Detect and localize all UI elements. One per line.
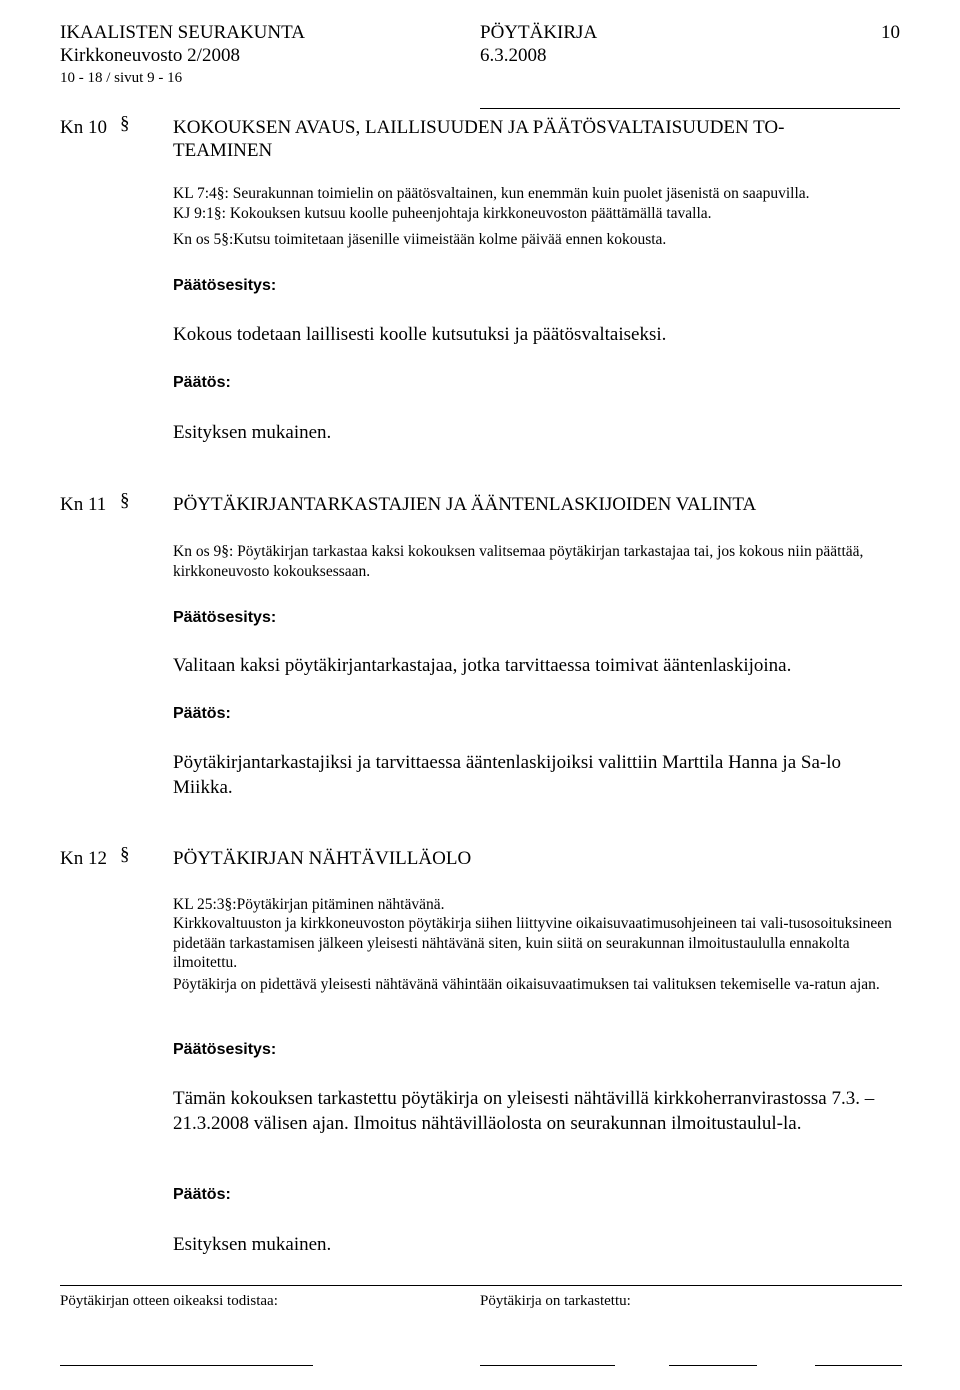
board-name: Kirkkoneuvosto 2/2008 [60, 45, 240, 66]
signature-line [815, 1365, 902, 1366]
signature-line [480, 1365, 615, 1366]
proposal-label: Päätösesitys: [173, 1041, 277, 1058]
legal-reference: Kirkkovaltuuston ja kirkkoneuvoston pöytäkirja siihen liittyvine oikaisuvaatimusohjeineen tai vali-tusosoituksineen pidetään tarkastamisen jälkeen yleisesti nähtävänä siten, kuin siitä on seurakunnan ilmoitustaululla ennakolta ilmoitettu. [173, 915, 892, 971]
section-number: Kn 10 [60, 117, 107, 138]
footer-rule [60, 1285, 902, 1286]
legal-reference: KJ 9:1§: Kokouksen kutsuu koolle puheenjohtaja kirkkoneuvoston päättämällä tavalla. [173, 205, 712, 222]
section-range: 10 - 18 / sivut 9 - 16 [60, 70, 183, 86]
signature-line [669, 1365, 757, 1366]
section-number: Kn 12 [60, 848, 107, 869]
section-number: Kn 11 [60, 494, 107, 515]
meeting-date: 6.3.2008 [480, 45, 547, 66]
decision-label: Päätös: [173, 374, 231, 391]
proposal-label: Päätösesitys: [173, 277, 277, 294]
legal-reference: KL 7:4§: Seurakunnan toimielin on päätösvaltainen, kun enemmän kuin puolet jäsenistä on saapuvilla. [173, 185, 810, 202]
decision-text: Pöytäkirjantarkastajiksi ja tarvittaessa ääntenlaskijoiksi valittiin Marttila Hanna ja Sa-lo Miikka. [173, 752, 841, 798]
decision-label: Päätös: [173, 1186, 231, 1203]
decision-text: Esityksen mukainen. [173, 1234, 332, 1255]
decision-text: Esityksen mukainen. [173, 422, 332, 443]
document-type: PÖYTÄKIRJA [480, 22, 598, 43]
section-mark: § [120, 844, 130, 865]
section-title: PÖYTÄKIRJANTARKASTAJIEN JA ÄÄNTENLASKIJOIDEN VALINTA [173, 494, 757, 515]
proposal-text: Tämän kokouksen tarkastettu pöytäkirja on yleisesti nähtävillä kirkkoherranvirastossa 7.3. – 21.3.2008 välisen ajan. Ilmoitus nähtävilläolosta on seurakunnan ilmoitustaulul-la. [173, 1088, 875, 1134]
section-mark: § [120, 113, 130, 134]
legal-reference: Kn os 5§:Kutsu toimitetaan jäsenille viimeistään kolme päivää ennen kokousta. [173, 231, 667, 248]
certification-label: Pöytäkirjan otteen oikeaksi todistaa: [60, 1293, 278, 1309]
proposal-text: Kokous todetaan laillisesti koolle kutsutuksi ja päätösvaltaiseksi. [173, 324, 667, 345]
header-rule [480, 108, 900, 109]
section-mark: § [120, 490, 130, 511]
inspection-label: Pöytäkirja on tarkastettu: [480, 1293, 631, 1309]
organization-name: IKAALISTEN SEURAKUNTA [60, 22, 305, 43]
legal-reference: KL 25:3§:Pöytäkirjan pitäminen nähtävänä. [173, 896, 445, 913]
legal-reference: Kn os 9§: Pöytäkirjan tarkastaa kaksi kokouksen valitsemaa pöytäkirjan tarkastajaa tai, jos kokous niin päättää, kirkkoneuvosto kokouksessaan. [173, 543, 864, 580]
decision-label: Päätös: [173, 705, 231, 722]
proposal-label: Päätösesitys: [173, 609, 277, 626]
section-title: PÖYTÄKIRJAN NÄHTÄVILLÄOLO [173, 848, 472, 869]
proposal-text: Valitaan kaksi pöytäkirjantarkastajaa, jotka tarvittaessa toimivat ääntenlaskijoina. [173, 655, 792, 676]
section-title: KOKOUKSEN AVAUS, LAILLISUUDEN JA PÄÄTÖSVALTAISUUDEN TO- [173, 117, 785, 138]
section-title-continued: TEAMINEN [173, 140, 273, 161]
page-number: 10 [881, 22, 900, 43]
signature-line [60, 1365, 313, 1366]
legal-reference: Pöytäkirja on pidettävä yleisesti nähtävänä vähintään oikaisuvaatimuksen tai valituksen tekemiselle va-ratun ajan. [173, 976, 880, 993]
